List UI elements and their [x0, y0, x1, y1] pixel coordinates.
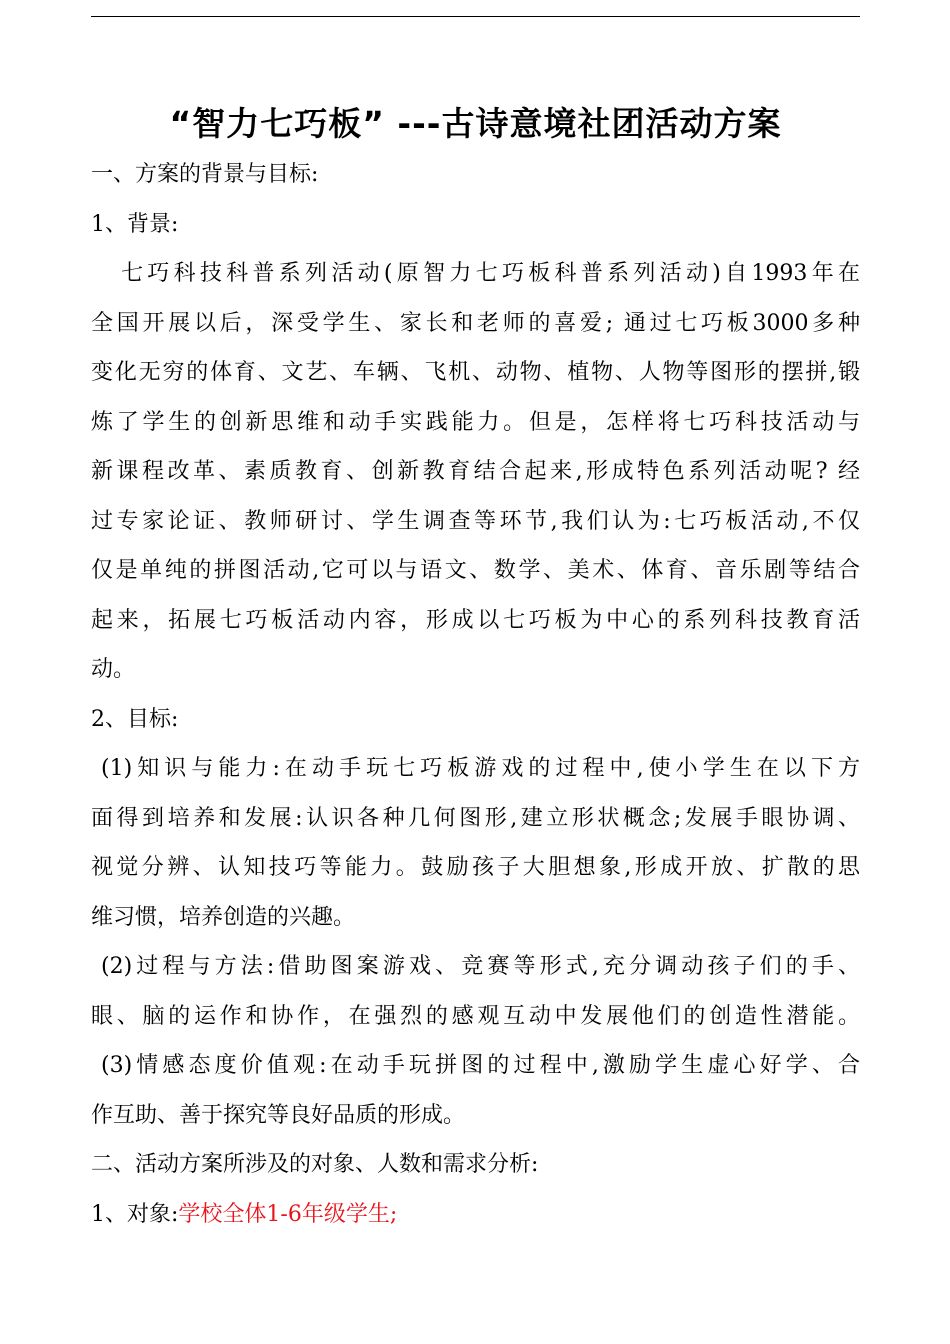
- background-line: 新课程改革、素质教育、创新教育结合起来,形成特色系列活动呢? 经: [91, 459, 860, 484]
- goal2-line: (2)过程与方法:借助图案游戏、竞赛等形式,充分调动孩子们的手、: [101, 954, 860, 979]
- background-line: 动。: [91, 657, 136, 682]
- background-heading: 1、背景:: [91, 211, 179, 237]
- goals-heading: 2、目标:: [91, 706, 179, 732]
- goal3-line: 作互助、善于探究等良好品质的形成。: [91, 1102, 466, 1128]
- background-line: 全国开展以后，深受学生、家长和老师的喜爱; 通过七巧板3000多种: [91, 310, 860, 336]
- background-line: 过专家论证、教师研讨、学生调查等环节,我们认为:七巧板活动,不仅: [91, 508, 860, 534]
- target-row: [91, 1190, 860, 1240]
- target-value: 学校全体1-6年级学生;: [178, 1201, 398, 1227]
- target-label: 1、对象:: [91, 1201, 179, 1227]
- goal1-line: 视觉分辨、认知技巧等能力。鼓励孩子大胆想象,形成开放、扩散的思: [91, 855, 860, 880]
- goal1-line: (1)知识与能力:在动手玩七巧板游戏的过程中,使小学生在以下方: [101, 756, 860, 781]
- background-line: 仅是单纯的拼图活动,它可以与语文、数学、美术、体育、音乐剧等结合: [91, 558, 860, 583]
- goal1-line: 维习惯，培养创造的兴趣。: [91, 904, 356, 930]
- section1-heading: 一、方案的背景与目标:: [91, 162, 319, 187]
- section2-heading: 二、活动方案所涉及的对象、人数和需求分析:: [91, 1152, 539, 1177]
- goal3-line: (3)情感态度价值观:在动手玩拼图的过程中,激励学生虚心好学、合: [101, 1053, 860, 1078]
- goal2-line: 眼、脑的运作和协作，在强烈的感观互动中发展他们的创造性潜能。: [91, 1003, 860, 1029]
- document-body: [91, 150, 860, 1239]
- background-line: 起来，拓展七巧板活动内容，形成以七巧板为中心的系列科技教育活: [91, 607, 860, 633]
- document-title: “智力七巧板” ---古诗意境社团活动方案: [169, 104, 782, 143]
- header-rule: [91, 16, 860, 17]
- background-line: 七巧科技科普系列活动(原智力七巧板科普系列活动)自1993年在: [121, 261, 860, 286]
- goal1-line: 面得到培养和发展:认识各种几何图形,建立形状概念;发展手眼协调、: [91, 805, 860, 831]
- background-line: 变化无穷的体育、文艺、车辆、飞机、动物、植物、人物等图形的摆拼,锻: [91, 360, 860, 385]
- background-line: 炼了学生的创新思维和动手实践能力。但是，怎样将七巧科技活动与: [91, 409, 860, 435]
